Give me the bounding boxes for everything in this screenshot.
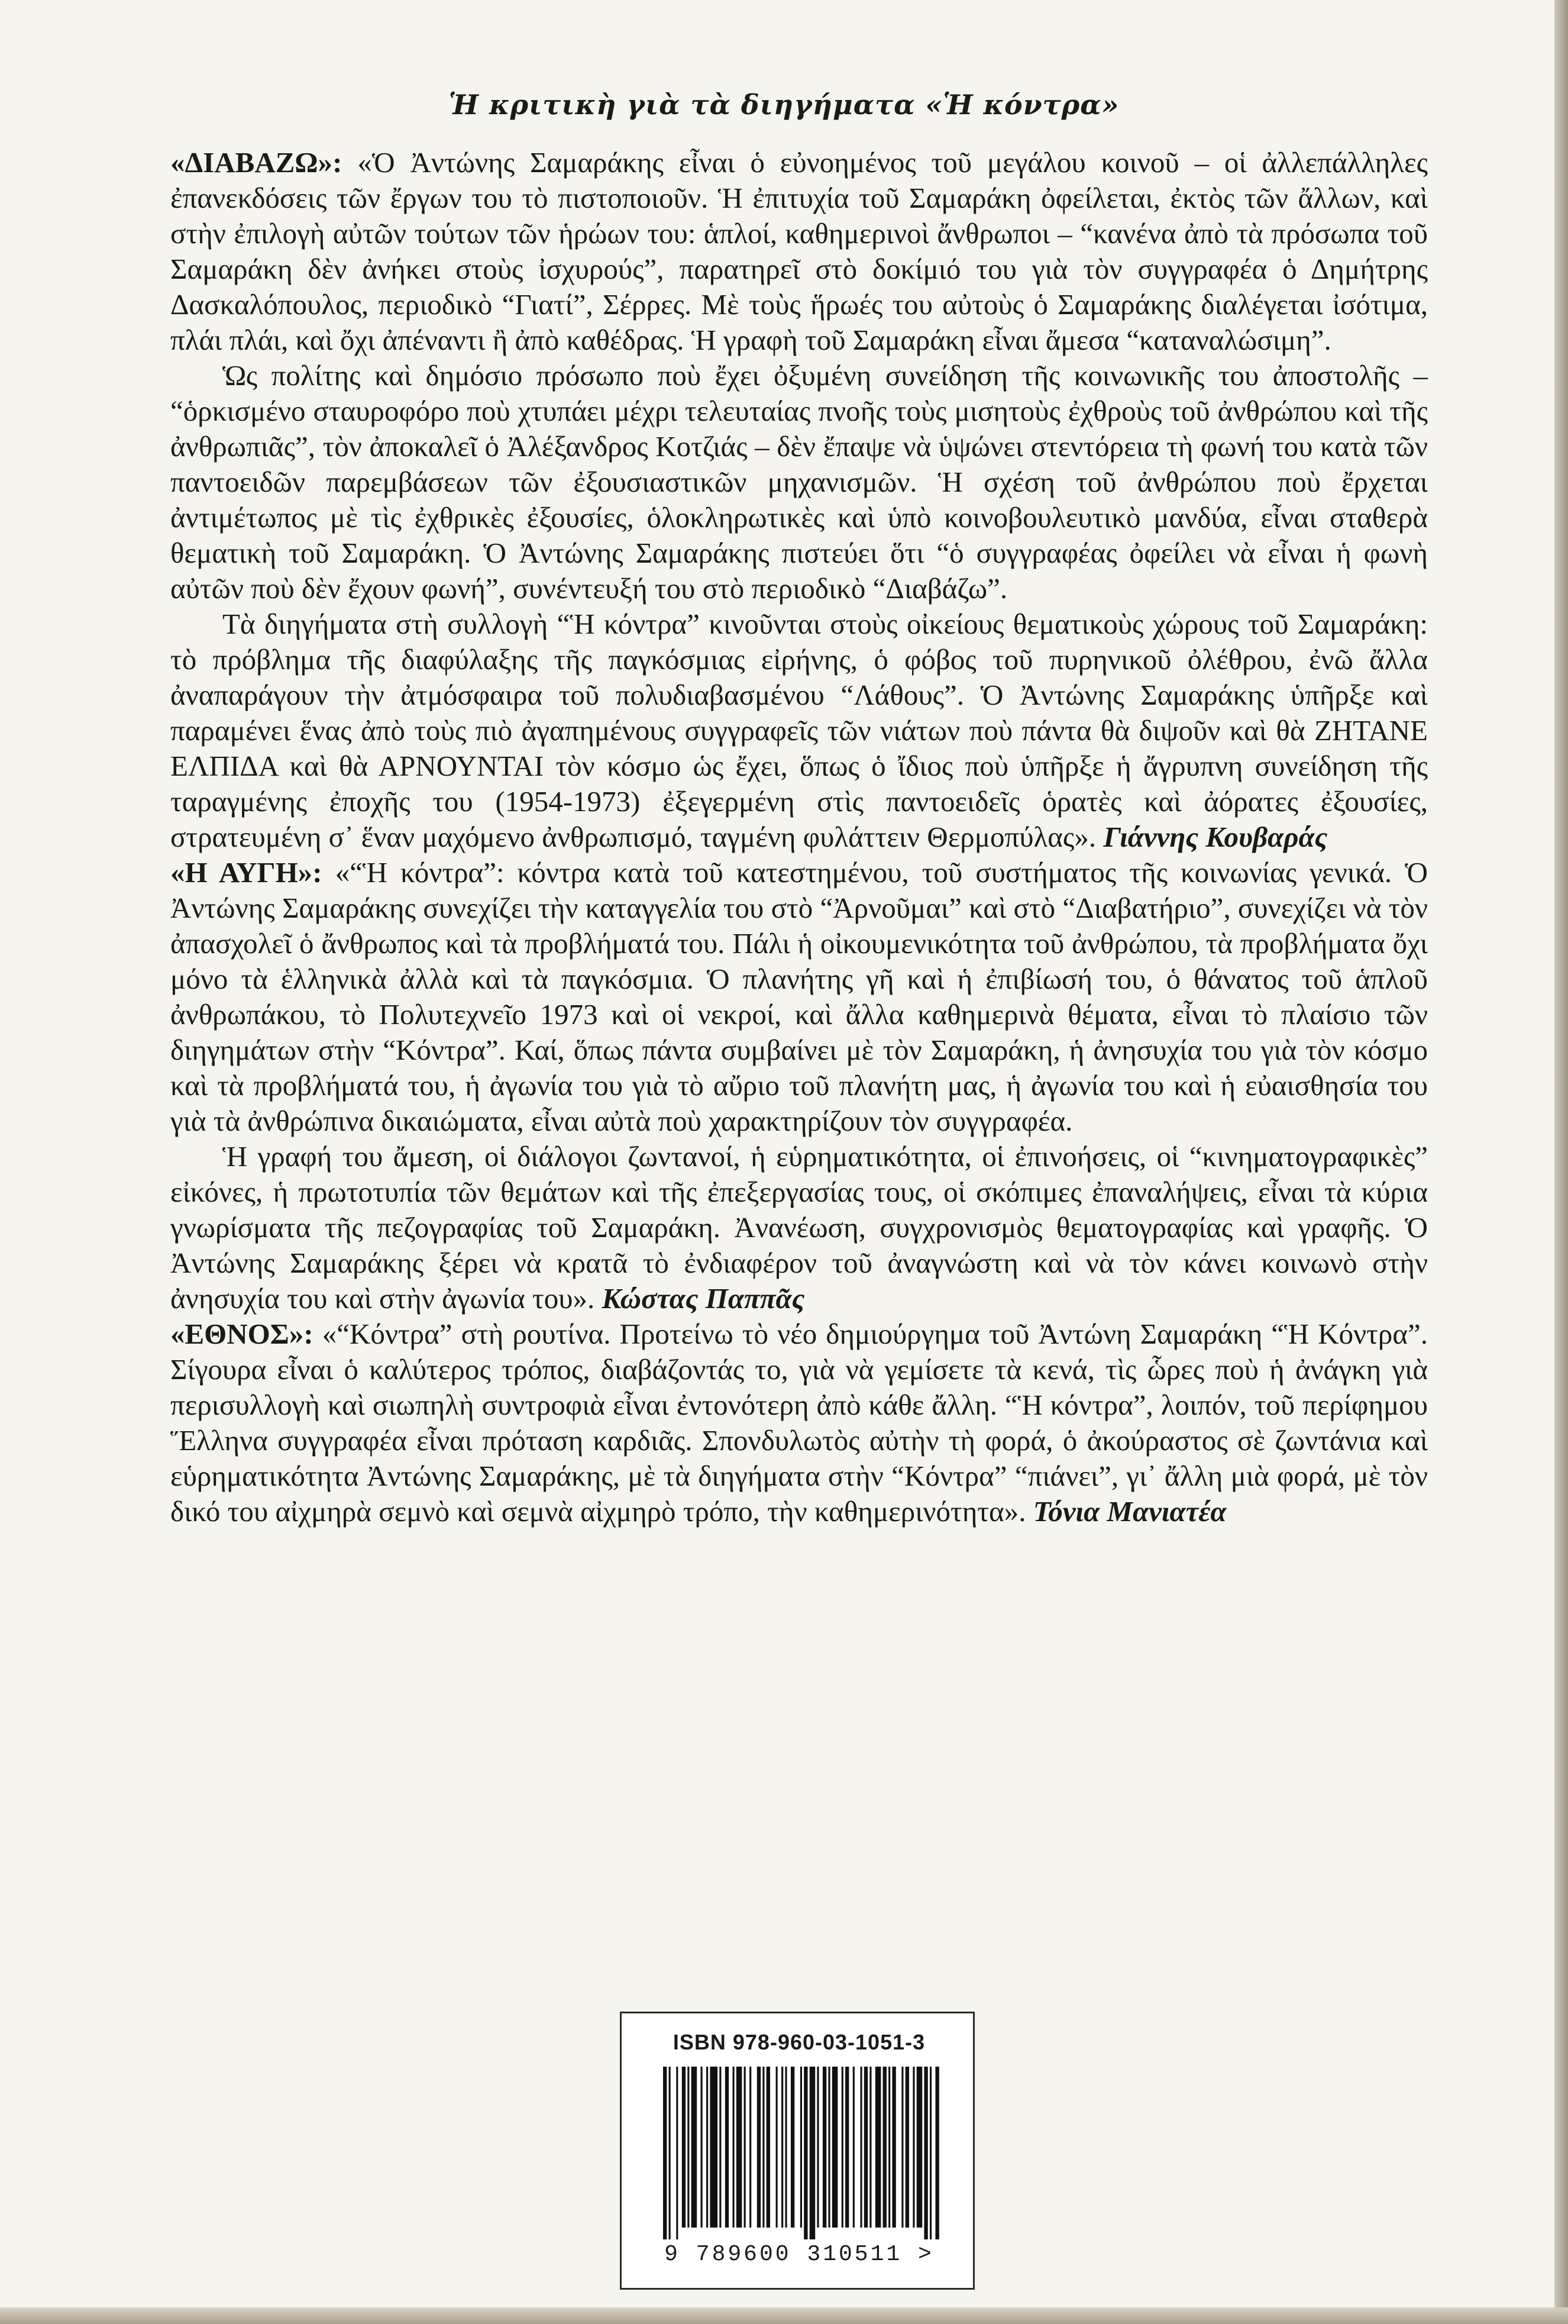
- barcode-bar: [906, 2067, 909, 2228]
- barcode-bar: [901, 2067, 903, 2228]
- barcode-bar: [869, 2067, 871, 2228]
- barcode-bar: [776, 2067, 778, 2228]
- barcode-bar: [736, 2067, 742, 2228]
- barcode-bar: [785, 2067, 787, 2228]
- barcode-bar: [924, 2067, 927, 2239]
- barcode-bar: [913, 2067, 914, 2228]
- review-ethnos-p1: [170, 1316, 1428, 1529]
- barcode-bar: [725, 2067, 729, 2228]
- isbn-barcode: [620, 2012, 975, 2290]
- barcode-bar: [757, 2067, 761, 2228]
- cover-edge-right: [1554, 0, 1568, 2324]
- barcode-bar: [687, 2067, 689, 2228]
- review-text: «“Ἡ κόντρα”: κόντρα κατὰ τοῦ κατεστημένου, τοῦ συστήματος τῆς κοινωνίας γενικά. Ὁ Ἀντώνης Σαμαράκης συνεχίζει τὴν καταγγελία του στὸ “Ἀρνοῦμαι” καὶ στὸ “Διαβατήριο”, συνεχίζει νὰ τὸν ἀπασχολεῖ ὁ ἄνθρωπος καὶ τὰ προβλήματά του. Πάλι ἡ οἰκουμενικότητα τοῦ ἀνθρώπου, τὰ προβλήματα ὄχι μόνο τὰ ἑλληνικὰ ἀλλὰ καὶ τὰ παγκόσμια. Ὁ πλανήτης γῆ καὶ ἡ ἐπιβίωσή του, ὁ θάνατος τοῦ ἁπλοῦ ἀνθρωπάκου, τὸ Πολυτεχνεῖο 1973 καὶ οἱ νεκροί, καὶ ἄλλα καθημερινὰ θέματα, εἶναι τὸ πλαίσιο τῶν διηγημάτων στὴν “Κόντρα”. Καί, ὅπως πάντα συμβαίνει μὲ τὸν Σαμαράκη, ἡ ἀνησυχία του γιὰ τὸν κόσμο καὶ τὰ προβλήματά του, ἡ ἀγωνία του γιὰ τὸ αὔριο τοῦ πλανήτη μας, ἡ ἀγωνία του καὶ ἡ εὐαισθησία του γιὰ τὰ ἀνθρώπινα δικαιώματα, εἶναι αὐτὰ ποὺ χαρακτηρίζουν τὸν συγγραφέα.: [170, 856, 1428, 1137]
- review-signature: Τόνια Μανιατέα: [1033, 1495, 1227, 1528]
- cover-edge-bottom: [0, 2307, 1568, 2324]
- barcode-bar: [706, 2067, 708, 2228]
- review-diavazo-p3: [170, 606, 1428, 855]
- reviews-body: [170, 145, 1428, 1529]
- barcode-bar: [663, 2067, 667, 2239]
- barcode-bar: [710, 2067, 717, 2228]
- barcode-bar: [892, 2067, 895, 2228]
- barcode-bar: [804, 2067, 807, 2239]
- barcode-bar: [733, 2067, 735, 2228]
- barcode-bar: [810, 2067, 816, 2239]
- barcode-bar: [935, 2067, 939, 2239]
- barcode-bar: [853, 2067, 855, 2228]
- barcode-bar: [864, 2067, 868, 2228]
- barcode-bar: [917, 2067, 923, 2228]
- barcode-bar: [888, 2067, 890, 2228]
- review-diavazo-p1: [170, 145, 1428, 358]
- review-source: «ΔΙΑΒΑΖΩ»:: [170, 146, 342, 179]
- barcode-bar: [823, 2067, 826, 2228]
- barcode-bar: [817, 2067, 819, 2228]
- barcode-bar: [719, 2067, 721, 2228]
- review-source: «ΕΘΝΟΣ»:: [170, 1318, 313, 1350]
- barcode-bar: [781, 2067, 783, 2228]
- review-avgi-p2: [170, 1139, 1428, 1316]
- barcode-bar: [828, 2067, 830, 2228]
- barcode-bar: [800, 2067, 802, 2228]
- review-avgi-p1: [170, 855, 1428, 1139]
- review-signature: Κώστας Παππᾶς: [602, 1282, 805, 1315]
- barcode-bar: [701, 2067, 703, 2228]
- review-text: «Ὁ Ἀντώνης Σαμαράκης εἶναι ὁ εὐνοημένος τοῦ μεγάλου κοινοῦ – οἱ ἀλλεπάλληλες ἐπανεκδόσεις τῶν ἔργων του τὸ πιστοποιοῦν. Ἡ ἐπιτυχία τοῦ Σαμαράκη ὀφείλεται, ἐκτὸς τῶν ἄλλων, καὶ στὴν ἐπιλογὴ αὐτῶν τούτων τῶν ἡρώων του: ἁπλοί, καθημερινοὶ ἄνθρωποι – “κανένα ἀπὸ τὰ πρόσωπα τοῦ Σαμαράκη δὲν ἀνήκει στοὺς ἰσχυρούς”, παρατηρεῖ στὸ δοκίμιό του γιὰ τὸν συγγραφέα ὁ Δημήτρης Δασκαλόπουλος, περιοδικὸ “Γιατί”, Σέρρες. Μὲ τοὺς ἥρωές του αὐτοὺς ὁ Σαμαράκης διαλέγεται ἰσότιμα, πλάι πλάι, καὶ ὄχι ἀπέναντι ἢ ἀπὸ καθέδρας. Ἡ γραφὴ τοῦ Σαμαράκη εἶναι ἄμεσα “καταναλώσιμη”.: [170, 146, 1428, 356]
- page-title: Ἡ κριτικὴ γιὰ τὰ διηγήματα «Ἡ κόντρα»: [448, 89, 1120, 121]
- barcode-bar: [669, 2067, 671, 2239]
- isbn-label: ISBN 978-960-03-1051-3: [673, 2030, 926, 2054]
- barcode-bar: [883, 2067, 887, 2228]
- review-text: «“Κόντρα” στὴ ρουτίνα. Προτείνω τὸ νέο δημιούργημα τοῦ Ἀντώνη Σαμαράκη “Ἡ Κόντρα”. Σίγουρα εἶναι ὁ καλύτερος τρόπος, διαβάζοντάς το, γιὰ νὰ γεμίσετε τὰ κενά, τὶς ὧρες ποὺ ἡ ἀνάγκη γιὰ περισυλλογὴ καὶ σιωπηλὴ συντροφιὰ εἶναι ἐντονότερη ἀπὸ κάθε ἄλλη. “Ἡ κόντρα”, λοιπόν, τοῦ περίφημου Ἕλληνα συγγραφέα εἶναι πρόταση καρδιᾶς. Σπονδυλωτὸς αὐτὴν τὴ φορά, ὁ ἀκούραστος σὲ ζωντάνια καὶ εὑρηματικότητα Ἀντώνης Σαμαράκης, μὲ τὰ διηγήματα στὴν “Κόντρα” “πιάνει”, γι᾿ ἄλλη μιὰ φορά, μὲ τὸν δικό του αἰχμηρὰ σεμνὸ καὶ σεμνὰ αἰχμηρὸ τρόπο, τὴν καθημερινότητα».: [170, 1318, 1428, 1528]
- barcode-bar: [744, 2067, 746, 2228]
- review-source: «Η ΑΥΓΗ»:: [170, 856, 322, 889]
- barcode-bar: [676, 2067, 678, 2239]
- barcode-bar: [682, 2067, 686, 2228]
- barcode-digits: 9 789600 310511 >: [664, 2242, 934, 2267]
- barcode-bar: [691, 2067, 697, 2228]
- barcode-bar: [845, 2067, 849, 2228]
- barcode-bar: [860, 2067, 862, 2228]
- review-text: Τὰ διηγήματα στὴ συλλογὴ “Ἡ κόντρα” κινοῦνται στοὺς οἰκείους θεματικοὺς χώρους τοῦ Σαμαράκη: τὸ πρόβλημα τῆς διαφύλαξης τῆς παγκόσμιας εἰρήνης, ὁ φόβος τοῦ πυρηνικοῦ ὀλέθρου, ἐνῶ ἄλλα ἀναπαράγουν τὴν ἀτμόσφαιρα τοῦ πολυδιαβασμένου “Λάθους”. Ὁ Ἀντώνης Σαμαράκης ὑπῆρξε καὶ παραμένει ἕνας ἀπὸ τοὺς πιὸ ἀγαπημένους συγγραφεῖς τῶν νιάτων ποὺ πάντα θὰ διψοῦν καὶ θὰ ΖΗΤΑΝΕ ΕΛΠΙΔΑ καὶ θὰ ΑΡΝΟΥΝΤΑΙ τὸν κόσμο ὡς ἔχει, ὅπως ὁ ἴδιος ποὺ ὑπῆρξε ἡ ἄγρυπνη συνείδηση τῆς ταραγμένης ἐποχῆς του (1954-1973) ἐξεγερμένη στὶς παντοειδεῖς ὁρατὲς καὶ ἀόρατες ἐξουσίες, στρατευμένη σ᾿ ἕναν μαχόμενο ἀνθρωπισμό, ταγμένη φυλάττειν Θερμοπύλας».: [170, 608, 1428, 853]
- barcode-bar: [832, 2067, 838, 2228]
- barcode-bar: [749, 2067, 751, 2228]
- review-text: Ἡ γραφή του ἄμεση, οἱ διάλογοι ζωντανοί, ἡ εὑρηματικότητα, οἱ ἐπινοήσεις, οἱ “κινηματογραφικὲς” εἰκόνες, ἡ πρωτοτυπία τῶν θεμάτων καὶ τῆς ἐπεξεργασίας τους, οἱ σκόπιμες ἐπαναλήψεις, εἶναι τὰ κύρια γνωρίσματα τῆς πεζογραφίας τοῦ Σαμαράκη. Ἀνανέωση, συγχρονισμὸς θεματογραφίας καὶ γραφῆς. Ὁ Ἀντώνης Σαμαράκης ξέρει νὰ κρατᾶ τὸ ἐνδιαφέρον τοῦ ἀναγνώστη καὶ νὰ τὸν κάνει κοινωνὸ στὴν ἀνησυχία του καὶ στὴν ἀγωνία του».: [170, 1140, 1428, 1315]
- review-text: Ὡς πολίτης καὶ δημόσιο πρόσωπο ποὺ ἔχει ὀξυμένη συνείδηση τῆς κοινωνικῆς του ἀποστολῆς – “ὁρκισμένο σταυροφόρο ποὺ χτυπάει μέχρι τελευταίας πνοῆς τοὺς μισητοὺς ἐχθροὺς τοῦ ἀνθρώπου καὶ τῆς ἀνθρωπιᾶς”, τὸν ἀποκαλεῖ ὁ Ἀλέξανδρος Κοτζιάς – δὲν ἔπαψε νὰ ὑψώνει στεντόρεια τὴ φωνή του κατὰ τῶν παντοειδῶν παρεμβάσεων τῶν ἐξουσιαστικῶν μηχανισμῶν. Ἡ σχέση τοῦ ἀνθρώπου ποὺ ἔρχεται ἀντιμέτωπος μὲ τὶς ἐχθρικὲς ἐξουσίες, ὁλοκληρωτικὲς καὶ ὑπὸ κοινοβουλευτικὸ μανδύα, εἶναι σταθερὰ θεματικὴ τοῦ Σαμαράκη. Ὁ Ἀντώνης Σαμαράκης πιστεύει ὅτι “ὁ συγγραφέας ὀφείλει νὰ εἶναι ἡ φωνὴ αὐτῶν ποὺ δὲν ἔχουν φωνή”, συνέντευξή του στὸ περιοδικὸ “Διαβάζω”.: [170, 359, 1428, 605]
- barcode-bar: [791, 2067, 794, 2228]
- barcode-bar: [875, 2067, 881, 2228]
- review-signature: Γιάννης Κουβαράς: [1103, 821, 1328, 853]
- barcode-bar: [767, 2067, 770, 2228]
- barcode-bars: [663, 2067, 941, 2239]
- barcode-bar: [762, 2067, 764, 2228]
- review-diavazo-p2: [170, 358, 1428, 606]
- barcode-bar: [930, 2067, 932, 2239]
- barcode-bar: [842, 2067, 843, 2228]
